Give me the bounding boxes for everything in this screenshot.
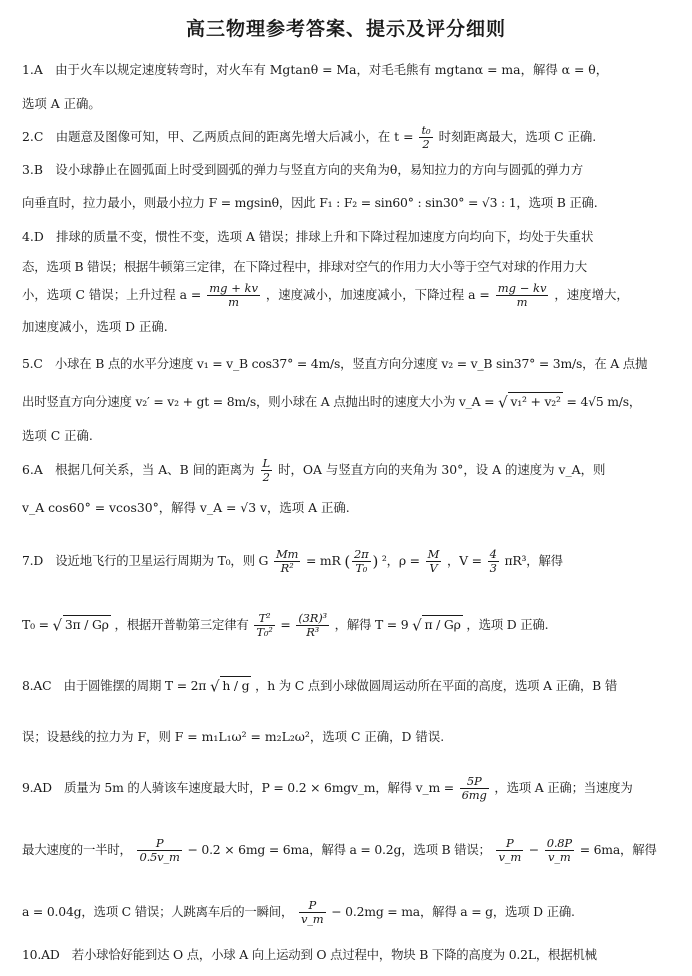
answer-6-line-2: v_A cos60° = vcos30°，解得 v_A = √3 v，选项 A 正确. xyxy=(22,500,350,515)
answer-9-line-1b: ，选项 A 正确；当速度为 xyxy=(494,780,633,795)
answer-7-line-1c: ²，ρ = xyxy=(381,553,420,568)
answer-7-line-1a: 7.D 设近地飞行的卫星运行周期为 T₀，则 G xyxy=(22,553,269,568)
answer-7-line-2d: ，解得 T = 9 xyxy=(334,617,409,632)
answer-9-fraction-half xyxy=(137,837,181,864)
fraction-numerator: (3R)³ xyxy=(298,612,327,625)
fraction-numerator: P xyxy=(299,899,326,913)
fraction-denominator: v_m xyxy=(548,850,571,864)
answer-7-line-2b: ，根据开普勒第三定律有 xyxy=(114,617,249,632)
sqrt-sign: √ xyxy=(52,616,62,635)
fraction-numerator: t₀ xyxy=(421,124,431,137)
answer-4-line-3b: ，速度减小，加速度减小，下降过程 a = xyxy=(265,287,490,302)
answer-5-line-2a: 出时竖直方向分速度 v₂′ = v₂ + gt = 8m/s，则小球在 A 点抛出时的速度大小为 v_A = xyxy=(22,394,495,409)
answer-1-line-1: 1.A 由于火车以规定速度转弯时，对火车有 Mgtanθ = Ma，对毛毛熊有 mgtanα = ma，解得 α = θ， xyxy=(22,62,609,77)
fraction-denominator: 2 xyxy=(422,137,430,151)
answer-4-line-3 xyxy=(22,282,674,309)
fraction-denominator: 2 xyxy=(262,470,270,484)
answer-9-fraction-jump xyxy=(299,899,326,926)
answer-1-line-2: 选项 A 正确。 xyxy=(22,96,101,111)
answer-4-line-1: 4.D 排球的质量不变，惯性不变，选项 A 错误；排球上升和下降过程加速度方向均向下，均处于失重状 xyxy=(22,229,594,244)
fraction-denominator: T₀² xyxy=(256,625,273,639)
fraction-numerator: mg − kv xyxy=(497,282,547,295)
fraction-numerator: P xyxy=(137,837,181,851)
answer-9-line-2a: 最大速度的一半时， xyxy=(22,842,132,857)
answer-4-line-3a: 小，选项 C 错误；上升过程 a = xyxy=(22,287,202,302)
answer-9-line-3a: a = 0.04g，选项 C 错误；人跳离车后的一瞬间， xyxy=(22,904,294,919)
answer-7-line-1d: ，V = xyxy=(446,553,482,568)
answer-9-line-2b: − 0.2 × 6mg = 6ma，解得 a = 0.2g，选项 B 错误； xyxy=(187,842,491,857)
answer-9-line-3 xyxy=(22,899,674,926)
answer-7-line-1b: = mR xyxy=(306,553,341,568)
fraction-numerator: mg + kv xyxy=(209,282,258,295)
answer-6-fraction xyxy=(261,457,273,484)
answer-6-line-1b: 时，OA 与竖直方向的夹角为 30°，设 A 的速度为 v_A，则 xyxy=(278,462,606,477)
fraction-numerator: 0.8P xyxy=(546,837,572,850)
answer-7-line-2e: ，选项 D 正确. xyxy=(466,617,549,632)
fraction-numerator: M xyxy=(427,548,440,561)
answer-7-sqrt-1: 3π / Gρ xyxy=(64,617,109,632)
fraction-numerator: 5P xyxy=(460,775,489,789)
fraction-denominator: m xyxy=(516,295,528,309)
fraction-denominator: v_m xyxy=(300,912,324,926)
answer-4-fraction-up xyxy=(207,282,260,309)
answer-9-fraction-vm xyxy=(460,775,489,802)
answer-8-line-1a: 8.AC 由于圆锥摆的周期 T = 2π xyxy=(22,678,207,693)
answer-5-line-2b: = 4√5 m/s， xyxy=(566,394,642,409)
answer-7-sqrt-2: π / Gρ xyxy=(424,617,461,632)
answer-5-line-1: 5.C 小球在 B 点的水平分速度 v₁ = v_B cos37° = 4m/s，竖直方向分速度 v₂ = v_B sin37° = 3m/s，在 A 点抛 xyxy=(22,356,648,371)
answer-7-line-1e: πR³，解得 xyxy=(504,553,563,568)
paren-close: ) xyxy=(372,552,379,571)
answer-6-line-1a: 6.A 根据几何关系，当 A、B 间的距离为 xyxy=(22,462,255,477)
answer-8-line-2: 误；设悬线的拉力为 F，则 F = m₁L₁ω² = m₂L₂ω²，选项 C 正确，D 错误. xyxy=(22,729,445,744)
answer-7-line-2 xyxy=(22,612,674,639)
answer-9-line-2 xyxy=(22,837,674,864)
answer-6-line-1 xyxy=(22,457,674,484)
answer-8-sqrt: h / g xyxy=(222,678,250,693)
fraction-denominator: V xyxy=(429,561,438,575)
answer-3-line-1: 3.B 设小球静止在圆弧面上时受到圆弧的弹力与竖直方向的夹角为θ，易知拉力的方向与圆弧的弹力方 xyxy=(22,162,584,177)
answer-4-fraction-down xyxy=(496,282,549,309)
answer-7-fraction-mm xyxy=(274,548,300,575)
answer-9-line-1 xyxy=(22,775,674,802)
fraction-numerator: Mm xyxy=(275,548,299,561)
answer-4-line-2: 态，选项 B 错误；根据牛顿第三定律，在下降过程中，排球对空气的作用力大小等于空气对球的作用力大 xyxy=(22,259,587,274)
fraction-denominator: 6mg xyxy=(461,788,487,802)
answer-7-fraction-volume xyxy=(488,548,499,575)
answer-9-line-1a: 9.AD 质量为 5m 的人骑该车速度最大时，P = 0.2 × 6mgv_m，解得 v_m = xyxy=(22,780,454,795)
answer-8-line-1 xyxy=(22,676,674,696)
answer-2-text-before: 2.C 由题意及图像可知，甲、乙两质点间的距离先增大后减小，在 t = xyxy=(22,129,414,144)
fraction-numerator: P xyxy=(496,837,523,851)
answer-4-line-4: 加速度减小，选项 D 正确. xyxy=(22,319,168,334)
answer-5-line-2 xyxy=(22,392,674,412)
answer-7-line-2c: = xyxy=(280,617,291,632)
answer-7-fraction-r xyxy=(296,612,329,639)
answer-4-line-3c: ，速度增大， xyxy=(554,287,629,302)
answer-9-fraction-p xyxy=(496,837,523,864)
answer-2-text-after: 时刻距离最大，选项 C 正确. xyxy=(438,129,597,144)
fraction-numerator: L xyxy=(262,457,271,470)
sqrt-sign: √ xyxy=(412,616,422,635)
answer-3-line-2: 向垂直时，拉力最小，则最小拉力 F = mgsinθ，因此 F₁ : F₂ = sin60° : sin30° = √3 : 1，选项 B 正确. xyxy=(22,195,598,210)
answer-8-line-1b: ，h 为 C 点到小球做圆周运动所在平面的高度，选项 A 正确，B 错 xyxy=(255,678,618,693)
answer-7-fraction-t xyxy=(254,612,274,639)
fraction-denominator: 0.5v_m xyxy=(139,850,180,864)
answer-7-fraction-omega xyxy=(352,548,370,575)
fraction-denominator: R³ xyxy=(306,625,320,639)
answer-7-line-1 xyxy=(22,548,674,575)
sqrt-sign: √ xyxy=(210,677,220,696)
answer-5-sqrt: v₁² + v₂² xyxy=(510,394,561,409)
answer-2 xyxy=(22,124,674,151)
answer-7-fraction-rho xyxy=(426,548,442,575)
fraction-numerator: 4 xyxy=(489,548,497,561)
fraction-numerator: 2π xyxy=(354,548,369,561)
answer-10-line-1: 10.AD 若小球恰好能到达 O 点，小球 A 向上运动到 O 点过程中，物块 B 下降的高度为 0.2L，根据机械 xyxy=(22,947,597,962)
answer-9-line-3b: − 0.2mg = ma，解得 a = g，选项 D 正确. xyxy=(331,904,575,919)
fraction-denominator: T₀ xyxy=(355,561,368,575)
fraction-denominator: v_m xyxy=(498,850,522,864)
answer-9-line-2d: = 6ma，解得 xyxy=(579,842,657,857)
answer-5-line-3: 选项 C 正确. xyxy=(22,428,93,443)
page-title: 高三物理参考答案、提示及评分细则 xyxy=(185,18,506,40)
fraction-denominator: 3 xyxy=(489,561,497,575)
paren-open: ( xyxy=(344,552,351,571)
answer-9-line-2c: − xyxy=(528,842,539,857)
answer-9-fraction-08p xyxy=(545,837,574,864)
answer-2-fraction xyxy=(419,124,432,151)
sqrt-sign: √ xyxy=(498,393,508,412)
fraction-numerator: T² xyxy=(254,612,274,626)
fraction-denominator: R² xyxy=(280,561,294,575)
fraction-denominator: m xyxy=(228,295,240,309)
answer-7-line-2a: T₀ = xyxy=(22,617,49,632)
